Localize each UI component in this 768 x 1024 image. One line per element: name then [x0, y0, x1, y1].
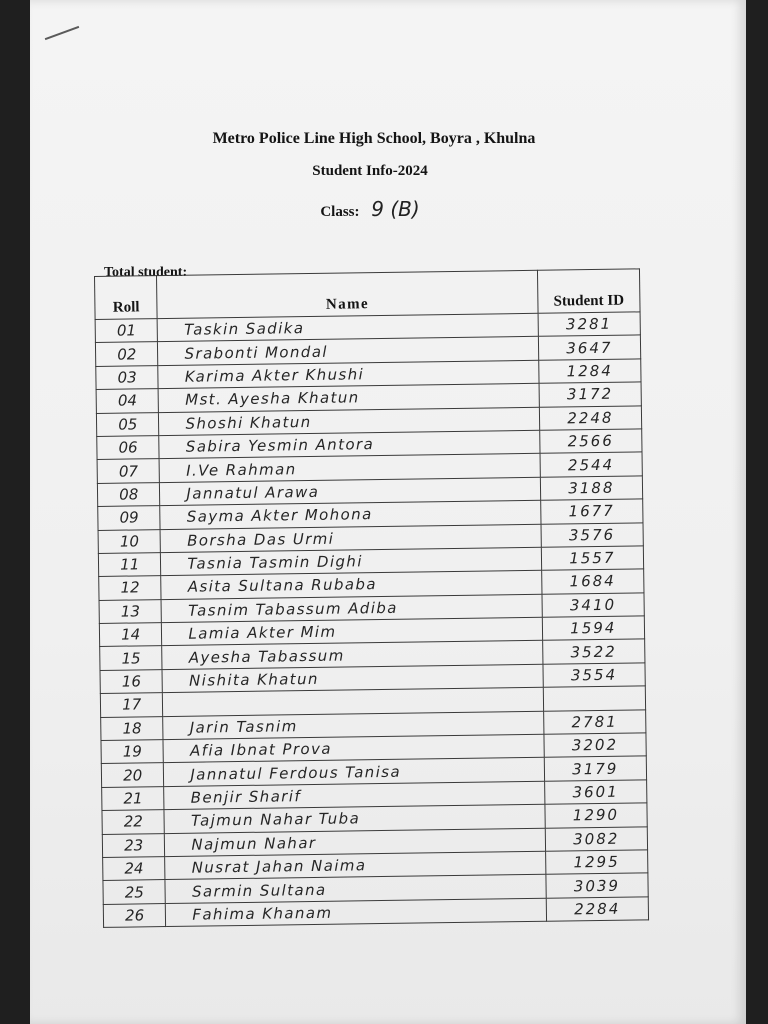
name-cell: Karima Akter Khushi	[158, 360, 539, 389]
class-value: 9 (B)	[371, 197, 420, 221]
student-id-cell: 3410	[542, 593, 645, 618]
roll-cell: 05	[96, 412, 159, 436]
name-cell: Sayma Akter Mohona	[160, 500, 541, 529]
name-cell: Sarmin Sultana	[165, 875, 546, 904]
roll-cell: 03	[96, 365, 159, 389]
student-id-cell: 1684	[541, 569, 644, 594]
roll-cell: 17	[100, 693, 163, 717]
student-id-cell: 3647	[538, 335, 641, 360]
name-cell: I.Ve Rahman	[159, 454, 540, 483]
student-table-wrapper	[94, 268, 649, 928]
roll-cell: 10	[98, 529, 161, 553]
name-cell: Lamia Akter Mim	[162, 617, 543, 646]
roll-cell: 12	[99, 576, 162, 600]
class-line	[0, 197, 754, 221]
roll-cell: 25	[103, 880, 166, 904]
table-header-row	[95, 269, 641, 320]
student-id-cell: 2781	[543, 709, 646, 734]
name-cell: Nishita Khatun	[162, 664, 543, 693]
school-name: Metro Police Line High School, Boyra , Khulna	[212, 130, 536, 147]
student-id-cell: 3082	[545, 826, 648, 851]
roll-cell: 13	[99, 599, 162, 623]
name-cell: Srabonti Mondal	[158, 337, 539, 366]
name-cell: Tasnia Tasmin Dighi	[161, 547, 542, 576]
roll-cell: 19	[101, 740, 164, 764]
roll-cell: 26	[103, 903, 166, 927]
student-id-cell: 3039	[546, 873, 649, 898]
roll-cell: 07	[97, 459, 160, 483]
roll-cell: 02	[95, 342, 158, 366]
name-cell: Jannatul Ferdous Tanisa	[164, 758, 545, 787]
roll-cell: 22	[102, 810, 165, 834]
name-column-header: Name	[157, 270, 538, 318]
document-title: Student Info-2024	[312, 163, 428, 179]
roll-cell: 09	[98, 506, 161, 530]
name-cell: Jannatul Arawa	[160, 477, 541, 506]
student-id-cell	[543, 686, 646, 711]
student-id-cell: 1594	[542, 616, 645, 641]
roll-cell: 21	[102, 786, 165, 810]
roll-cell: 04	[96, 389, 159, 413]
student-id-column-header: Student ID	[537, 269, 640, 313]
roll-cell: 11	[98, 553, 161, 577]
name-cell: Ayesha Tabassum	[162, 641, 543, 670]
student-id-cell: 3188	[540, 476, 643, 501]
student-id-cell: 3202	[544, 733, 647, 758]
roll-cell: 24	[103, 857, 166, 881]
roll-cell: 06	[97, 436, 160, 460]
name-cell: Fahima Khanam	[166, 898, 547, 927]
student-id-cell: 3554	[543, 663, 646, 688]
student-id-cell: 1295	[545, 850, 648, 875]
name-cell: Nusrat Jahan Naima	[165, 851, 546, 880]
roll-cell: 15	[100, 646, 163, 670]
name-cell: Jarin Tasnim	[163, 711, 544, 740]
roll-cell: 16	[100, 669, 163, 693]
student-id-cell: 2248	[539, 405, 642, 430]
name-cell: Sabira Yesmin Antora	[159, 430, 540, 459]
name-cell: Najmun Nahar	[165, 828, 546, 857]
name-cell: Tajmun Nahar Tuba	[164, 804, 545, 833]
roll-cell: 14	[99, 623, 162, 647]
roll-cell: 18	[101, 716, 164, 740]
student-table	[94, 268, 649, 928]
roll-cell: 23	[102, 833, 165, 857]
student-id-cell: 1290	[545, 803, 648, 828]
student-id-cell: 3281	[538, 312, 641, 337]
name-cell: Asita Sultana Rubaba	[161, 571, 542, 600]
student-id-cell: 3172	[539, 382, 642, 407]
roll-cell: 01	[95, 319, 158, 343]
student-id-cell: 3601	[544, 780, 647, 805]
student-id-cell: 1557	[541, 546, 644, 571]
student-id-cell: 3576	[541, 522, 644, 547]
student-id-cell: 3179	[544, 756, 647, 781]
name-cell: Shoshi Khatun	[159, 407, 540, 436]
student-id-cell: 2284	[546, 897, 649, 922]
total-student-label: Total student:	[104, 265, 188, 280]
roll-cell: 20	[101, 763, 164, 787]
table-body	[95, 312, 648, 928]
name-cell: Mst. Ayesha Khatun	[159, 383, 540, 412]
student-id-cell: 1677	[540, 499, 643, 524]
roll-cell: 08	[97, 482, 160, 506]
roll-column-header: Roll	[95, 276, 158, 320]
name-cell: Taskin Sadika	[158, 313, 539, 342]
name-cell: Benjir Sharif	[164, 781, 545, 810]
student-id-cell: 1284	[538, 359, 641, 384]
name-cell: Afia Ibnat Prova	[163, 734, 544, 763]
name-cell: Tasnim Tabassum Adiba	[161, 594, 542, 623]
class-label: Class:	[320, 204, 360, 220]
student-id-cell: 2566	[539, 429, 642, 454]
student-id-cell: 3522	[542, 639, 645, 664]
student-id-cell: 2544	[540, 452, 643, 477]
name-cell: Borsha Das Urmi	[160, 524, 541, 553]
